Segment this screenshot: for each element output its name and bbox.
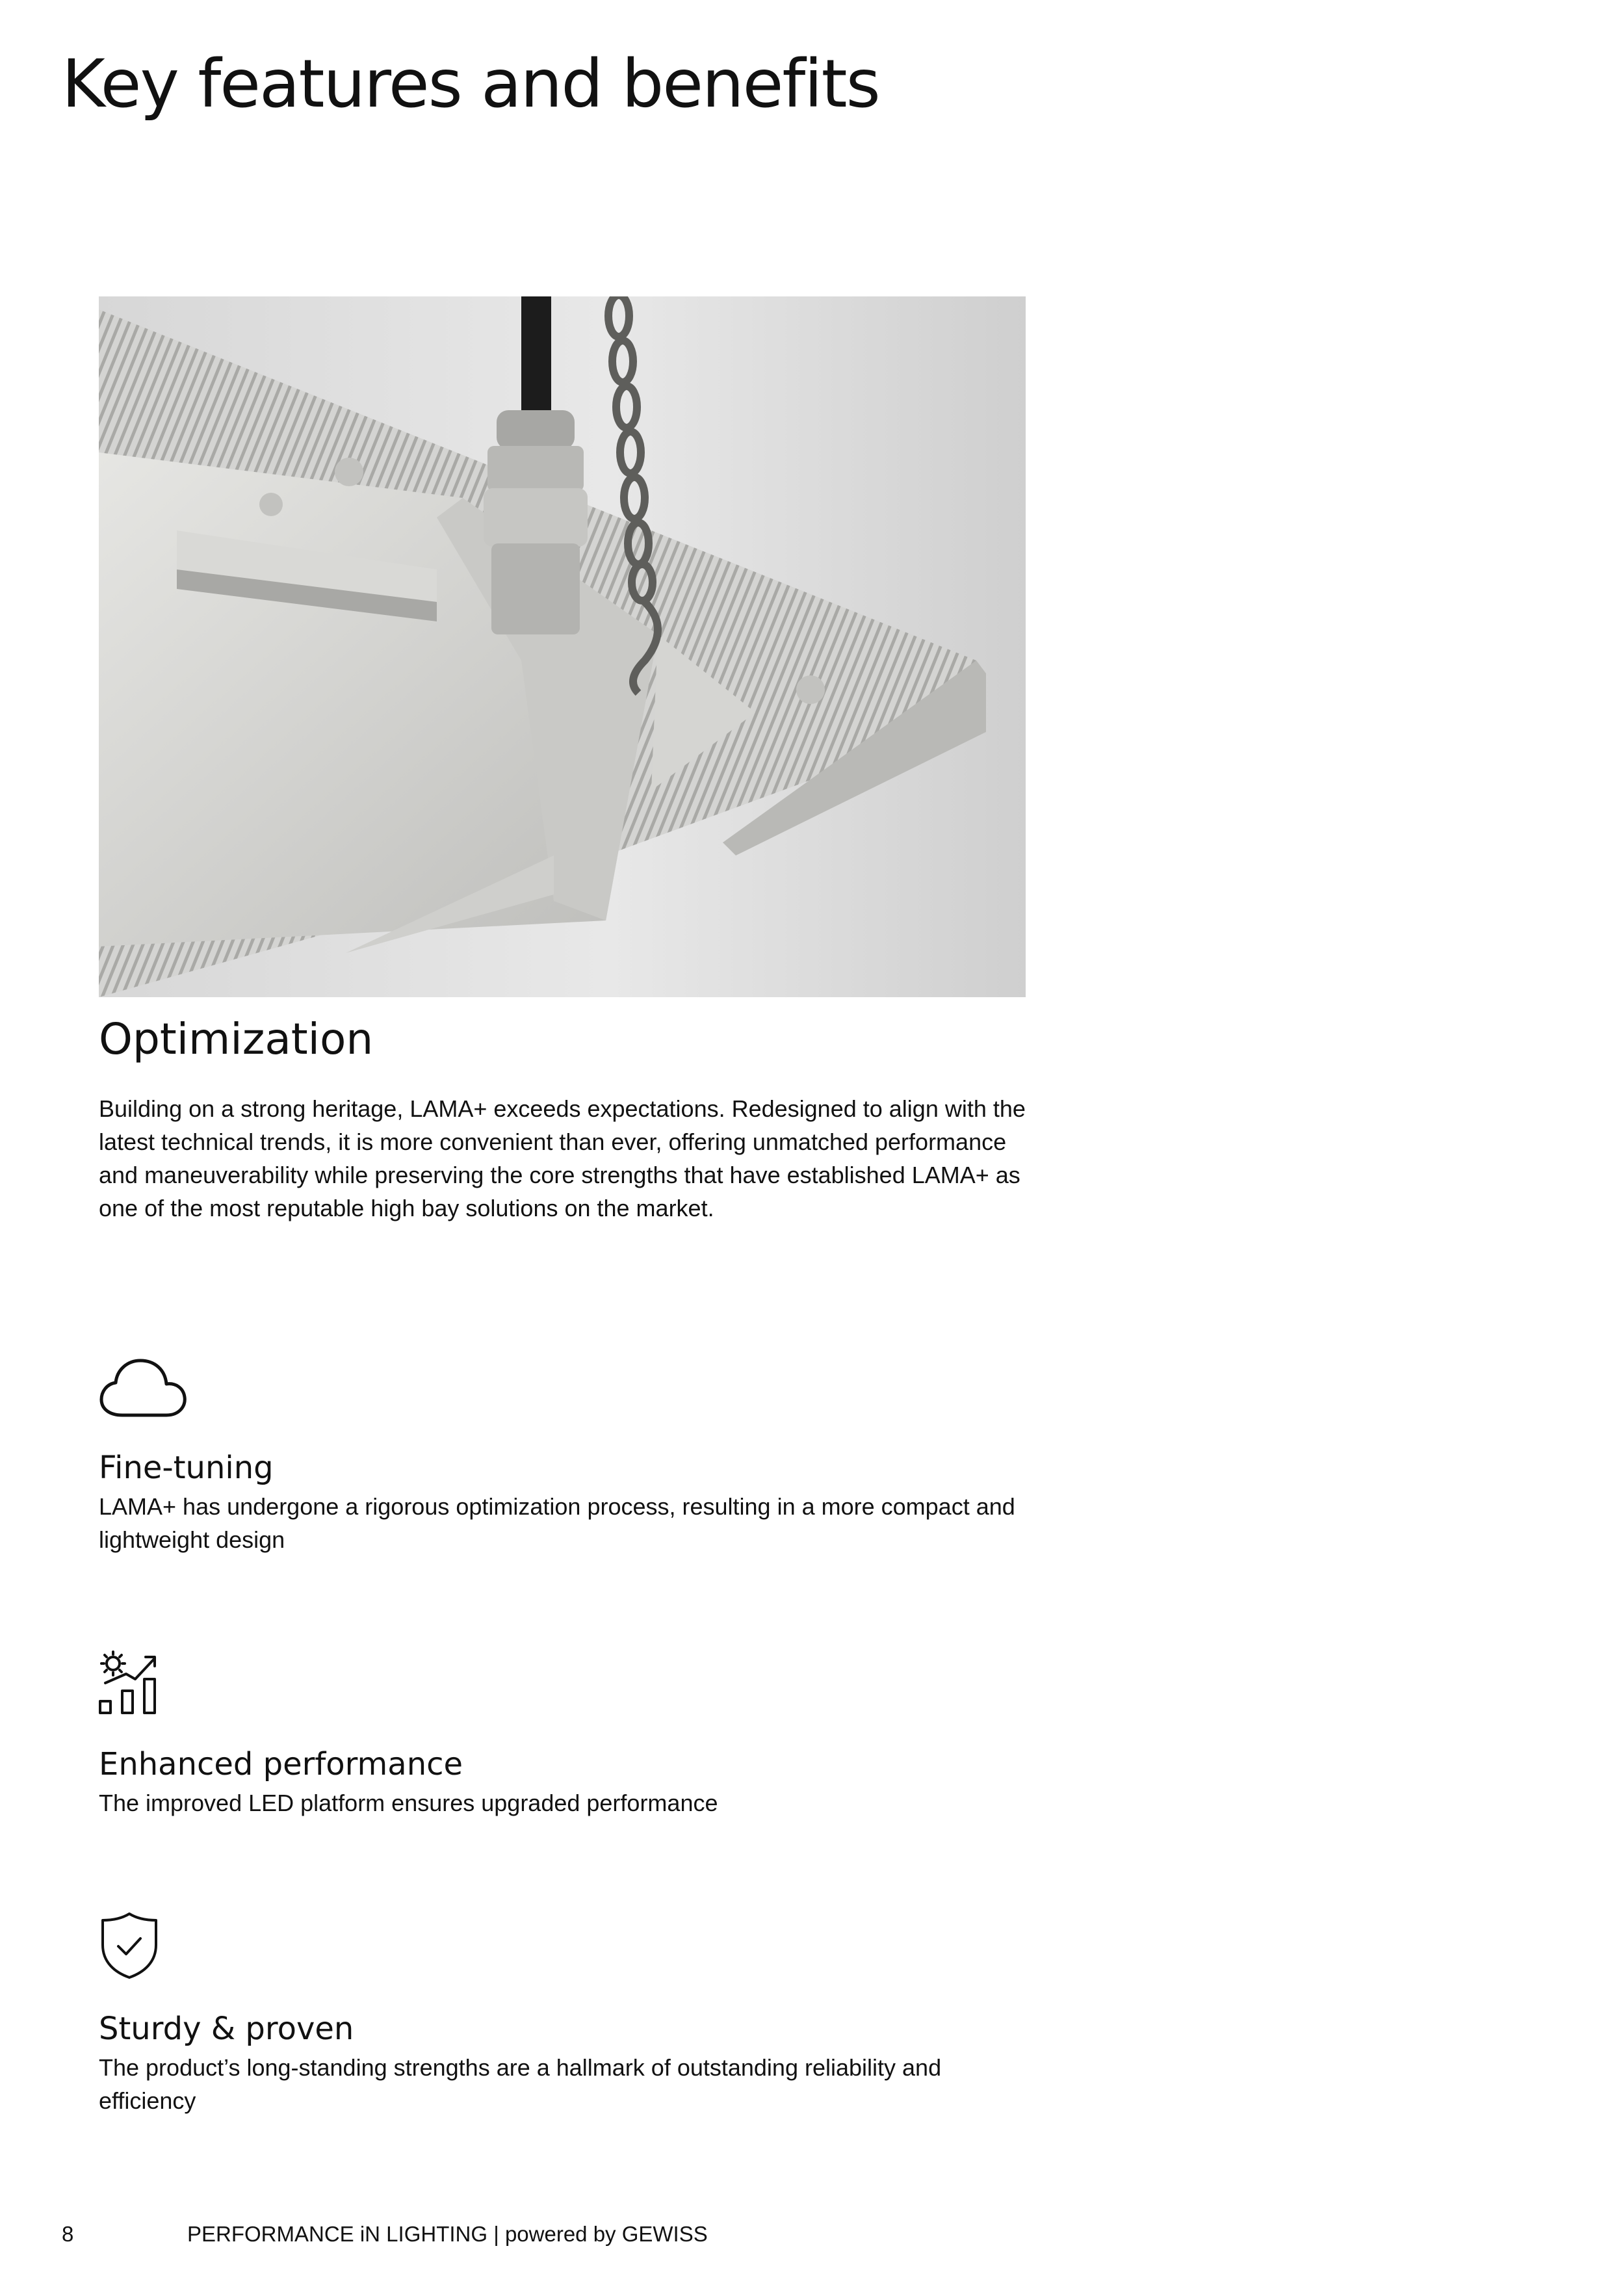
shield-check-icon <box>99 1911 161 1983</box>
feature-title-fine-tuning: Fine-tuning <box>99 1450 274 1486</box>
feature-description-enhanced-performance: The improved LED platform ensures upgraded performance <box>99 1790 718 1816</box>
section-body: Building on a strong heritage, LAMA+ exceeds expectations. Redesigned to align with the latest technical trends, it is more convenient than ever, offering unmatched performance and maneuverability while preserving the core strengths that have established LAMA+ as one of the most reputable high bay solutions on the market. <box>99 1095 1026 1221</box>
feature-description-sturdy-proven: The product’s long-standing strengths are a hallmark of outstanding reliability and efficiency <box>99 2054 942 2114</box>
feature-title-enhanced-performance: Enhanced performance <box>99 1746 463 1782</box>
page-number: 8 <box>62 2222 74 2246</box>
feature-description-fine-tuning: LAMA+ has undergone a rigorous optimization process, resulting in a more compact and lightweight design <box>99 1493 1015 1553</box>
feature-title-sturdy-proven: Sturdy & proven <box>99 2011 354 2047</box>
section-title: Optimization <box>99 1014 374 1064</box>
cloud-icon <box>99 1355 190 1424</box>
footer-text: PERFORMANCE iN LIGHTING | powered by GEWISS <box>187 2222 708 2246</box>
product-image <box>99 296 1026 997</box>
performance-chart-icon <box>99 1648 161 1719</box>
page-title: Key features and benefits <box>62 46 879 123</box>
